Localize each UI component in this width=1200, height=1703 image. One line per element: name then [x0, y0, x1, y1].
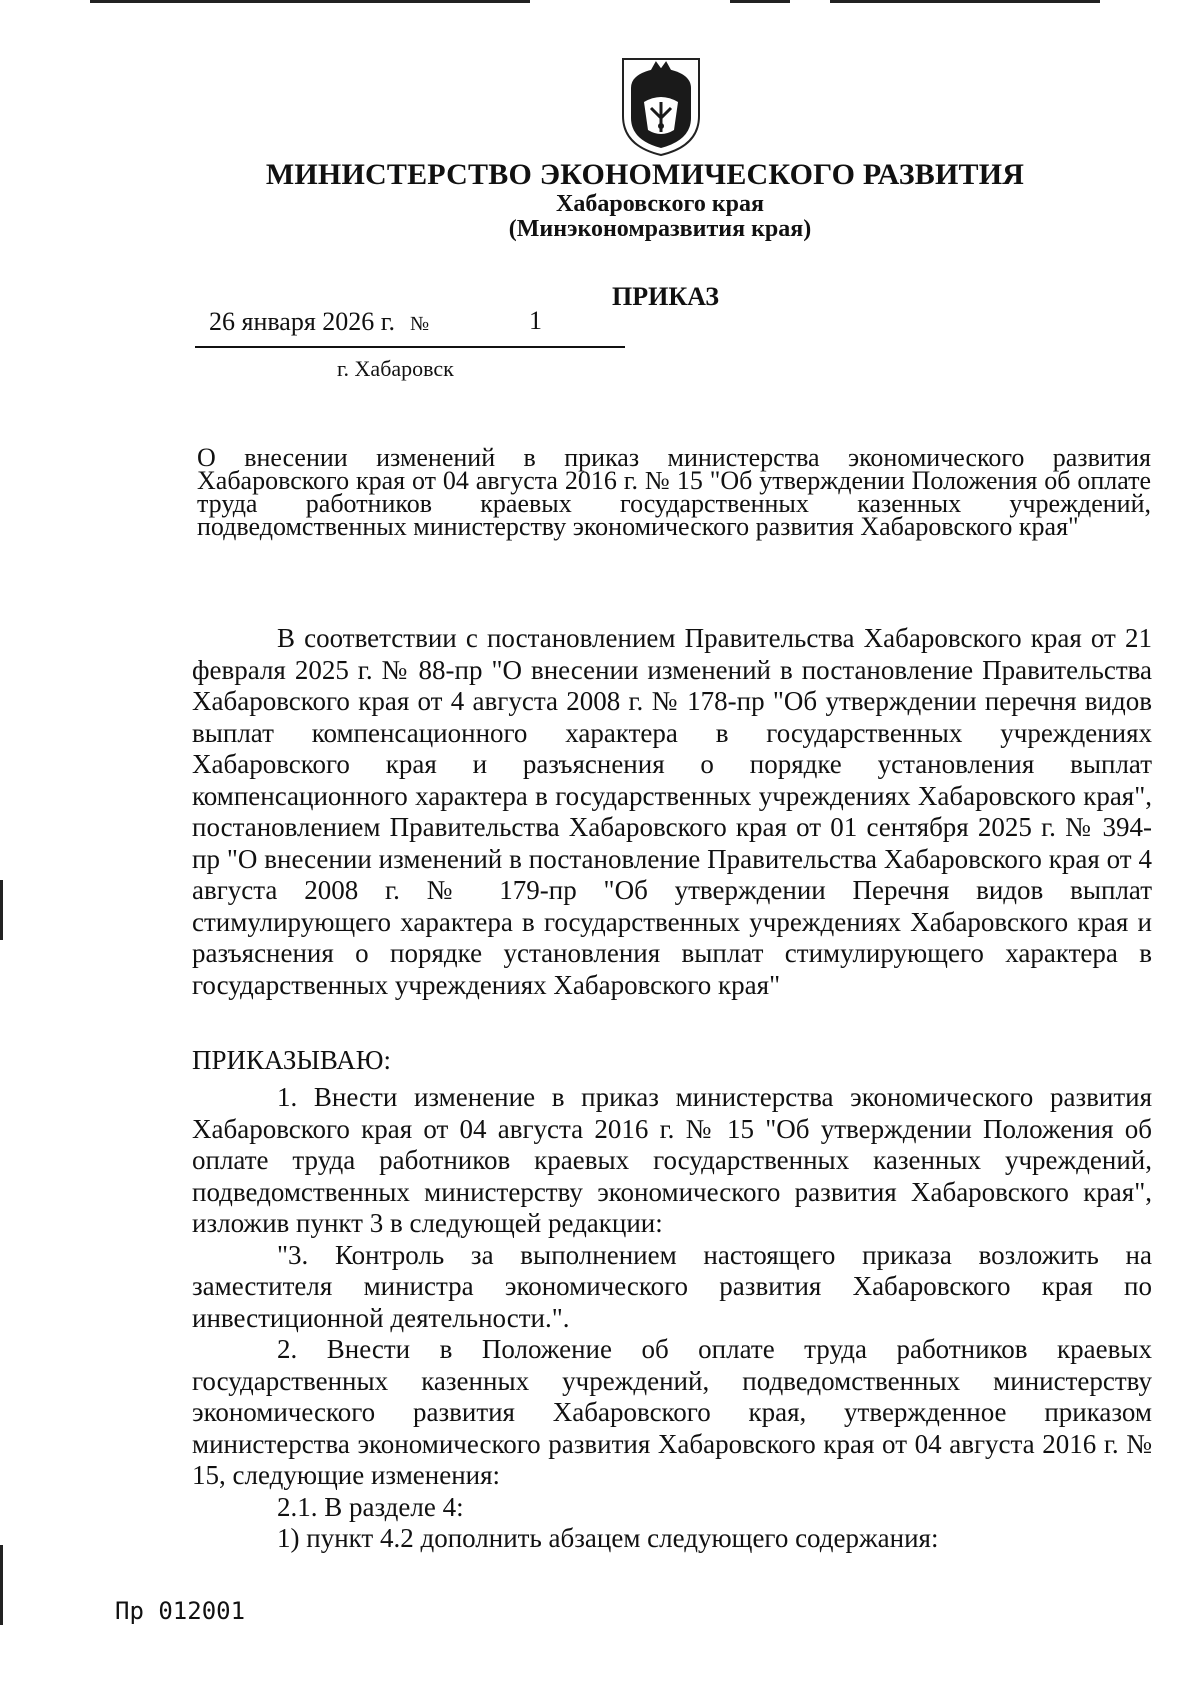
form-code: Пр 012001	[115, 1597, 246, 1625]
preamble-section	[192, 623, 1152, 1001]
date-underline	[195, 346, 625, 348]
scan-artifact-top	[90, 0, 1100, 3]
preamble-paragraph: В соответствии с постановлением Правительства Хабаровского края от 21 февраля 2025 г. № 88-пр "О внесении изменений в постановление Правительства Хабаровского края от 4 августа 2008 г. № 178-пр "Об утверждении перечня видов выплат компенсационного характера в государственных учреждениях Хабаровского края и разъяснения о порядке установления выплат компенсационного характера в государственных учреждениях Хабаровского края", постановлением Правительства Хабаровского края от 01 сентября 2025 г. № 394-пр "О внесении изменений в постановление Правительства Хабаровского края от 4 августа 2008 г. № 179-пр "Об утверждении Перечня видов выплат стимулирующего характера в государственных учреждениях Хабаровского края и разъяснения о порядке установления выплат стимулирующего характера в государственных учреждениях Хабаровского края"	[192, 623, 1152, 1000]
ministry-name: МИНИСТЕРСТВО ЭКОНОМИЧЕСКОГО РАЗВИТИЯ	[265, 158, 1025, 191]
order-item-1-quote: "3. Контроль за выполнением настоящего приказа возложить на заместителя министра экономического развития Хабаровского края по инвестиционной деятельности.".	[192, 1239, 1152, 1333]
order-item-1: 1. Внести изменение в приказ министерства экономического развития Хабаровского края от 04 августа 2016 г. № 15 "Об утверждении Положения об оплате труда работников краевых государственных казенных учреждений, подведомственных министерству экономического развития Хабаровского края", изложив пункт 3 в следующей редакции:	[192, 1082, 1152, 1238]
ministry-region: Хабаровского края	[556, 191, 764, 217]
order-date: 26 января 2026 г.	[209, 307, 396, 336]
order-item-2: 2. Внести в Положение об оплате труда работников краевых государственных казенных учреждений, подведомственных министерству экономического развития Хабаровского края, утвержденное приказом министерства экономического развития Хабаровского края от 04 августа 2016 г. № 15, следующие изменения:	[192, 1334, 1152, 1490]
coat-of-arms-icon	[620, 56, 702, 158]
order-item-2-1-1: 1) пункт 4.2 дополнить абзацем следующего содержания:	[277, 1523, 939, 1553]
scan-edge-mark	[0, 880, 3, 940]
order-items-section	[192, 1082, 1152, 1555]
order-item-2-1: 2.1. В разделе 4:	[277, 1491, 464, 1522]
order-city: г. Хабаровск	[337, 356, 454, 381]
order-directive-word: ПРИКАЗЫВАЮ:	[192, 1045, 391, 1075]
scan-edge-mark	[0, 1545, 3, 1625]
ministry-short-name: (Минэкономразвития края)	[508, 216, 812, 242]
number-sign: №	[410, 313, 430, 335]
document-type-title: ПРИКАЗ	[612, 282, 720, 311]
order-subject: О внесении изменений в приказ министерства экономического развития Хабаровского края от 04 августа 2016 г. № 15 "Об утверждении Положения об оплате труда работников краевых государственных казенных учреждений, подведомственных министерству экономического развития Хабаровского края"	[197, 443, 1151, 541]
order-number: 1	[529, 306, 542, 335]
